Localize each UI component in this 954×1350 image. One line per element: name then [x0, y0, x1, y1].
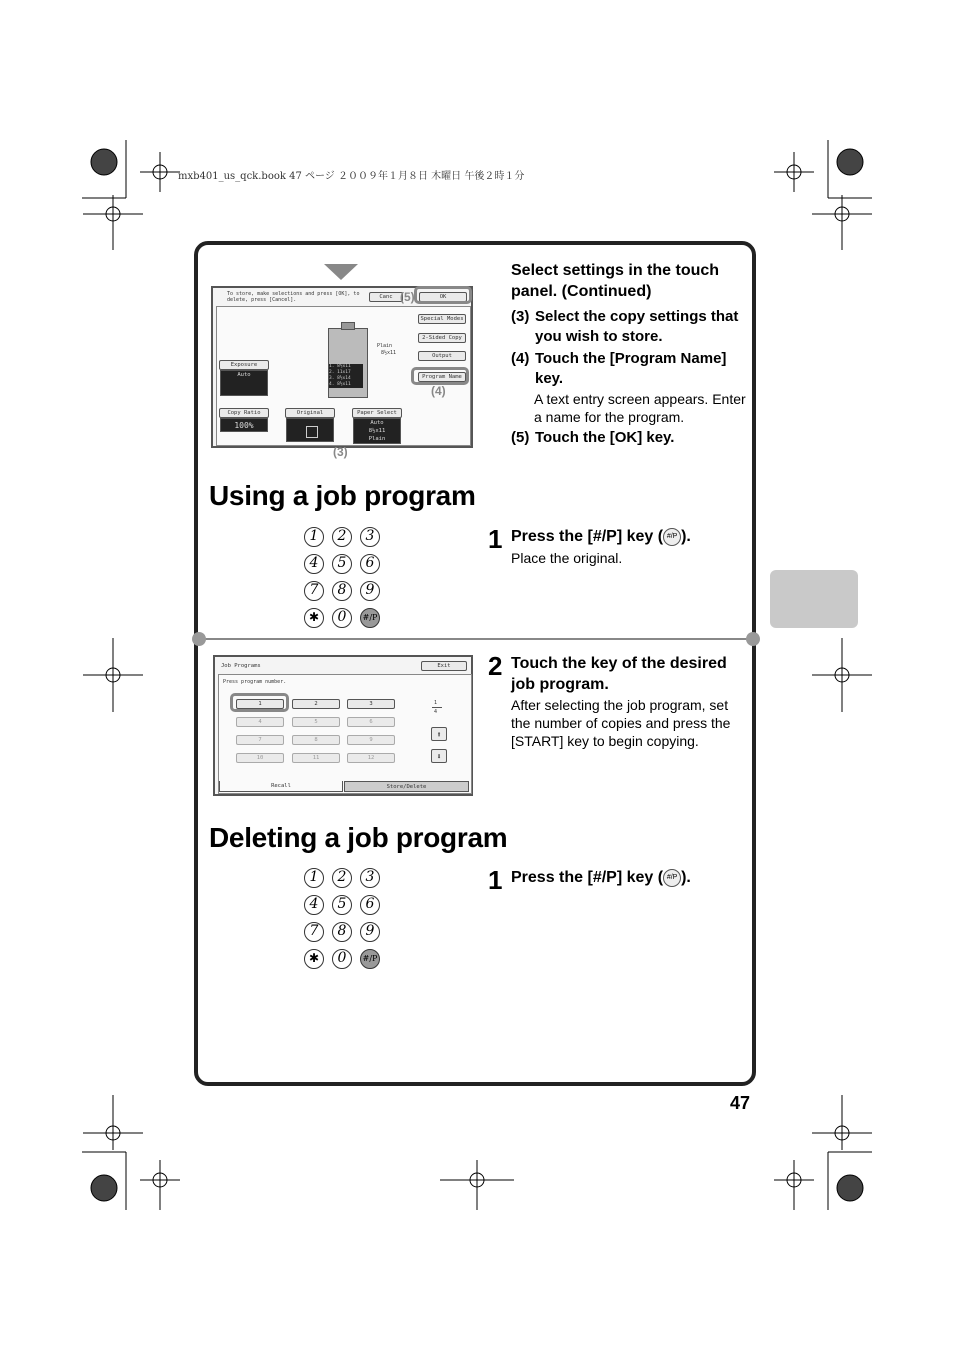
exposure-button[interactable]: Exposure — [219, 360, 269, 370]
program-10-button[interactable]: 10 — [236, 753, 284, 763]
key-9[interactable]: 9 — [360, 581, 380, 601]
program-key-icon: #/P — [663, 528, 681, 546]
special-modes-button[interactable]: Special Modes — [418, 314, 466, 324]
key-0[interactable]: 0 — [332, 949, 352, 969]
deleting-step1 — [511, 867, 751, 888]
program-1-highlight — [230, 693, 289, 712]
key-asterisk[interactable]: ✱ — [304, 949, 324, 969]
program-12-button[interactable]: 12 — [347, 753, 395, 763]
deleting-heading: Deleting a job program — [209, 822, 508, 853]
tray-paper-size: 8½x11 — [381, 350, 397, 356]
program-8-button[interactable]: 8 — [292, 735, 340, 745]
using-step1-title — [511, 526, 751, 547]
divider-dot-left — [192, 632, 206, 646]
key-8[interactable]: 8 — [332, 581, 352, 601]
using-heading: Using a job program — [209, 480, 476, 511]
substep-5 — [511, 428, 756, 448]
prompt-text: Press program number. — [223, 679, 287, 685]
up-arrow-icon: ⬆ — [436, 730, 442, 739]
down-arrow-icon: ⬇ — [436, 752, 442, 761]
deleting-step1-title-post: ). — [681, 869, 691, 886]
key-asterisk[interactable]: ✱ — [304, 608, 324, 628]
program-7-button[interactable]: 7 — [236, 735, 284, 745]
key-program[interactable]: #/P — [360, 608, 380, 628]
key-5[interactable]: 5 — [332, 554, 352, 574]
program-4-button[interactable]: 4 — [236, 717, 284, 727]
keypad-deleting — [304, 868, 384, 972]
using-step1 — [511, 526, 751, 567]
key-1[interactable]: 1 — [304, 868, 324, 888]
page-down-button[interactable] — [431, 749, 447, 763]
key-7[interactable]: 7 — [304, 581, 324, 601]
page-number: 47 — [730, 1093, 751, 1113]
using-step2 — [511, 653, 751, 750]
divider-dot-right — [746, 632, 760, 646]
program-2-button[interactable]: 2 — [292, 699, 340, 709]
key-program[interactable]: #/P — [360, 949, 380, 969]
key-2[interactable]: 2 — [332, 868, 352, 888]
using-step1-number: 1 — [488, 524, 503, 554]
tab-store-delete[interactable]: Store/Delete — [344, 781, 469, 792]
program-11-button[interactable]: 11 — [292, 753, 340, 763]
key-8[interactable]: 8 — [332, 922, 352, 942]
output-button[interactable]: Output — [418, 351, 466, 361]
keypad-using — [304, 527, 384, 631]
substep-4-num: (4) — [511, 350, 530, 367]
program-5-button[interactable]: 5 — [292, 717, 340, 727]
tab-recall[interactable]: Recall — [219, 781, 343, 792]
program-9-button[interactable]: 9 — [347, 735, 395, 745]
program-name-button[interactable]: Program Name — [418, 372, 466, 382]
key-4[interactable]: 4 — [304, 554, 324, 574]
substep-4 — [511, 349, 756, 389]
key-6[interactable]: 6 — [360, 554, 380, 574]
key-7[interactable]: 7 — [304, 922, 324, 942]
continued-step — [511, 260, 756, 448]
page-total: 4 — [434, 709, 438, 715]
tray-1: 1. 8½x11 — [329, 364, 351, 369]
tray-4: 4. 8½x11 — [329, 382, 351, 387]
substep-4-note: A text entry screen appears. Enter a name for the program. — [534, 391, 746, 425]
key-1[interactable]: 1 — [304, 527, 324, 547]
program-6-button[interactable]: 6 — [347, 717, 395, 727]
key-0[interactable]: 0 — [332, 608, 352, 628]
tray-3: 3. 8½x14 — [329, 376, 351, 381]
original-button[interactable]: Original — [285, 408, 335, 418]
using-step2-body: After selecting the job program, set the number of copies and press the [START] key to begin copying. — [511, 697, 731, 749]
job-programs-screen — [213, 655, 473, 796]
substep-3-text: Select the copy settings that you wish to store. — [535, 308, 739, 345]
copy-ratio-button[interactable]: Copy Ratio — [219, 408, 269, 418]
ok-highlight — [414, 286, 472, 304]
two-sided-copy-button[interactable]: 2-Sided Copy — [418, 333, 466, 343]
key-3[interactable]: 3 — [360, 527, 380, 547]
down-arrow-icon — [324, 264, 358, 280]
paper-value-2: 8½x11 — [368, 428, 386, 434]
using-step1-title-pre: Press the [#/P] key ( — [511, 528, 664, 545]
substep-4-text: Touch the [Program Name] key. — [535, 350, 727, 387]
original-value — [286, 418, 334, 442]
program-name-highlight — [411, 367, 469, 385]
chapter-tab — [770, 570, 858, 628]
callout-5: (5) — [400, 290, 415, 304]
page-current: 1 — [434, 700, 438, 706]
using-step1-title-post: ). — [681, 528, 691, 545]
tray-list — [329, 364, 363, 388]
book-header: mxb401_us_qck.book 47 ページ ２００９年１月８日 木曜日 午後２時１分 — [178, 171, 525, 182]
ok-button[interactable]: OK — [419, 292, 467, 302]
callout-4: (4) — [431, 384, 446, 398]
substep-3-num: (3) — [511, 308, 530, 325]
page-icon — [306, 426, 318, 438]
using-step1-body: Place the original. — [511, 550, 623, 566]
job-programs-title: Job Programs — [221, 663, 261, 669]
deleting-step1-title-pre: Press the [#/P] key ( — [511, 869, 664, 886]
exposure-value: Auto — [220, 370, 268, 396]
screen-message: To store, make selections and press [OK], to delete, press [Cancel]. — [227, 291, 360, 303]
page-up-button[interactable] — [431, 727, 447, 741]
tray-2: 2. 11x17 — [329, 370, 351, 375]
program-key-icon: #/P — [663, 869, 681, 887]
key-9[interactable]: 9 — [360, 922, 380, 942]
section-divider — [198, 638, 752, 640]
exit-button[interactable]: Exit — [421, 661, 467, 671]
program-3-button[interactable]: 3 — [347, 699, 395, 709]
key-3[interactable]: 3 — [360, 868, 380, 888]
paper-select-value — [353, 418, 401, 444]
substep-5-num: (5) — [511, 429, 530, 446]
copy-ratio-value: 100% — [220, 418, 268, 432]
using-step2-title: Touch the key of the desired job program. — [511, 655, 727, 693]
substep-5-text: Touch the [OK] key. — [535, 429, 675, 446]
key-4[interactable]: 4 — [304, 895, 324, 915]
page-fraction-line — [432, 707, 442, 708]
using-step2-number: 2 — [488, 651, 503, 681]
program-1-button[interactable]: 1 — [236, 699, 284, 709]
substep-3 — [511, 307, 756, 347]
copier-top — [341, 322, 355, 330]
deleting-step1-number: 1 — [488, 865, 503, 895]
deleting-step1-title — [511, 867, 751, 888]
paper-value-3: Plain — [368, 436, 386, 442]
paper-value-1: Auto — [370, 420, 384, 426]
continued-title: Select settings in the touch panel. (Continued) — [511, 262, 720, 300]
key-6[interactable]: 6 — [360, 895, 380, 915]
key-2[interactable]: 2 — [332, 527, 352, 547]
key-5[interactable]: 5 — [332, 895, 352, 915]
paper-select-button[interactable]: Paper Select — [352, 408, 402, 418]
tray-paper-type: Plain — [377, 343, 393, 349]
callout-3: (3) — [333, 445, 348, 459]
cancel-button[interactable]: Canc — [369, 292, 403, 302]
